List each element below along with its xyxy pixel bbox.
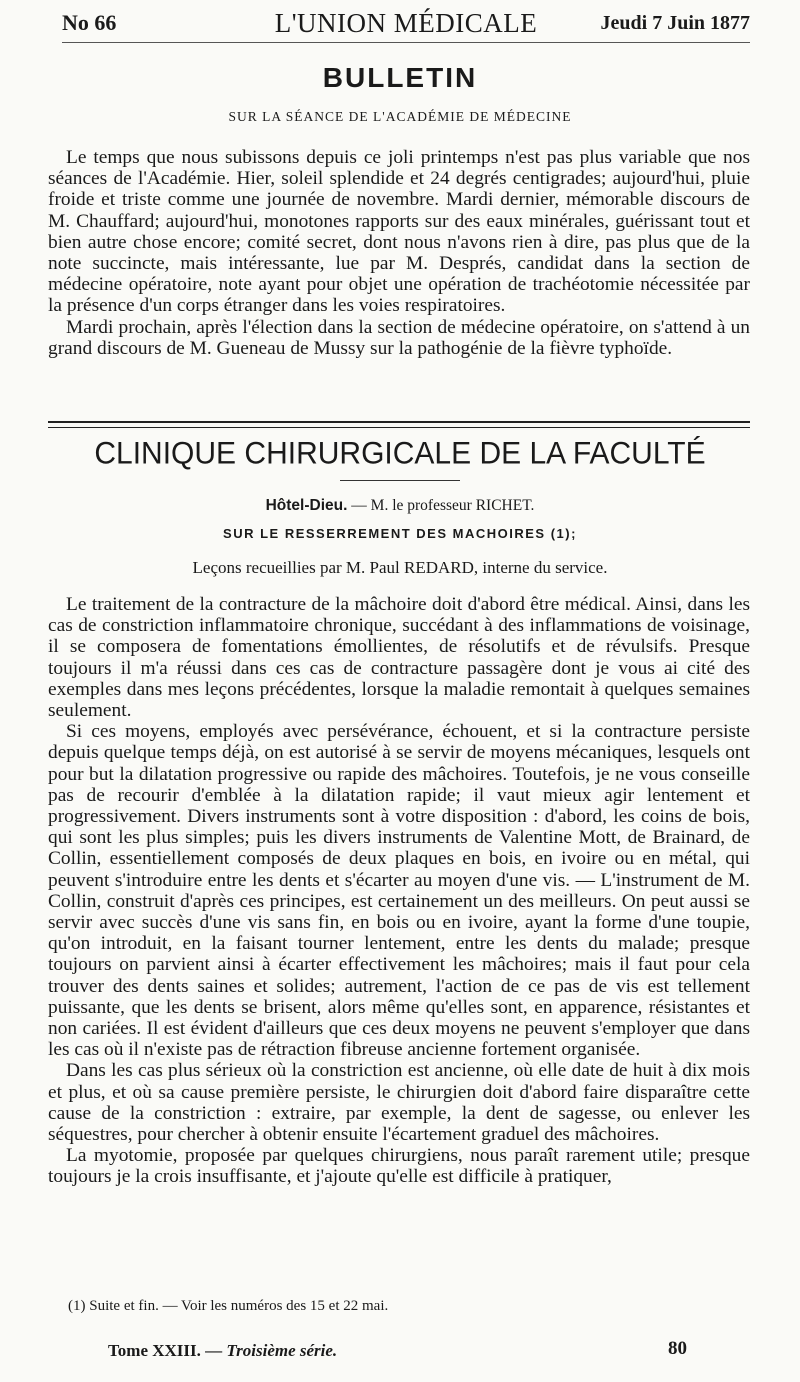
lecon-paragraph: La myotomie, proposée par quelques chirurgiens, nous paraît rarement utile; presque toujours je la crois insuffisante, et j'ajoute qu'elle est difficile à pratiquer, [48,1145,750,1188]
lecons-credit: Leçons recueillies par M. Paul REDARD, interne du service. [192,558,608,577]
title-underline [340,480,460,481]
footnote-marker: (1); [550,526,577,541]
lecon-paragraph: Si ces moyens, employés avec persévérance, échouent, et si la contracture persiste depuis quelque temps déjà, on est autorisé à se servir de moyens mécaniques, lesquels ont pour but la dilatation progressive ou rapide des mâchoires. Toutefois, je ne vous conseille pas de recourir d'emblée à la dilatation rapide; il vaut mieux agir lentement et progressivement. Divers instruments sont à votre disposition : d'abord, les coins de bois, qui sont les plus simples; puis les divers instruments de Valentine Mott, de Brainard, de Collin, essentiellement composés de deux plaques en bois, en ivoire ou en métal, qui peuvent s'introduire entre les dents et s'écarter au moyen d'une vis. — L'instrument de M. Collin, construit d'après ces principes, est certainement un des meilleurs. On peut aussi se servir avec succès d'une vis sans fin, en bois ou en ivoire, ayant la forme d'une toupie, qu'on introduit, en la faisant tourner lentement, entre les dents du malade; presque toujours on parvient ainsi à écarter effectivement les mâchoires; mais il faut pour cela trouver des dents saines et solides; autrement, l'action de ce pas de vis est tellement puissante, que les dents se brisent, alors même qu'elles sont, en apparence, résistantes et non cariées. Il est évident d'ailleurs que ces deux moyens ne peuvent s'employer que dans les cas où il n'existe pas de rétraction fibreuse ancienne fortement organisée. [48,721,750,1061]
footnote: (1) Suite et fin. — Voir les numéros des 15 et 22 mai. [68,1298,389,1314]
section-divider [48,421,750,423]
journal-title: L'UNION MÉDICALE [274,8,538,38]
lecon-paragraph: Le traitement de la contracture de la mâchoire doit d'abord être médical. Ainsi, dans les cas de constriction inflammatoire chronique, succédant à des inflammations de voisinage, il se composera de fomentations émollientes, de résolutifs et de révulsifs. Presque toujours il m'a réussi dans ces cas de contracture passagère dont je vous ai cité des exemples dans mes leçons précédentes, lorsque la maladie remontait à quelques semaines seulement. [48,594,750,722]
bulletin-body [48,147,750,359]
lecon-paragraph: Dans les cas plus sérieux où la constriction est ancienne, où elle date de huit à dix mois et plus, et où sa cause première persiste, le chirurgien doit d'abord faire disparaître cette cause de la constriction : extraire, par exemple, la dent de sagesse, ou enlever les séquestres, pour chercher à obtenir ensuite l'écartement graduel des mâchoires. [48,1060,750,1146]
bulletin-title: BULLETIN [322,62,478,93]
header-rule [62,42,750,43]
hotel-dieu-label: Hôtel-Dieu. [265,497,348,514]
issue-date: Jeudi 7 Juin 1877 [600,12,750,34]
clinique-title: CLINIQUE CHIRURGICALE DE LA FACULTÉ [94,436,706,471]
serie-label: Troisième série. [226,1341,338,1360]
issue-number: No 66 [62,10,117,35]
page-number: 80 [668,1338,687,1359]
hotel-dieu-line [0,497,800,515]
section-title: SUR LE RESSERREMENT DES MACHOIRES [223,526,546,541]
section-heading [0,526,800,541]
page-header [62,8,750,36]
bulletin-subtitle: SUR LA SÉANCE DE L'ACADÉMIE DE MÉDECINE [228,109,572,124]
tome-label: Tome XXIII. [108,1341,201,1360]
footer-tome: Tome XXIII. — Troisième série. [108,1341,338,1360]
section-divider-thin [48,427,750,428]
bulletin-paragraph: Le temps que nous subissons depuis ce joli printemps n'est pas plus variable que nos séances de l'Académie. Hier, soleil splendide et 24 degrés centigrades; aujourd'hui, pluie froide et triste comme une journée de novembre. Mardi dernier, mémorable discours de M. Chauffard; aujourd'hui, monotones rapports sur des eaux minérales, guérissant tout et bien autre chose encore; comité secret, dont nous n'avons rien à dire, pas plus que de la note succincte, mais intéressante, lue par M. Després, candidat dans la section de médecine opératoire, note ayant pour objet une opération de trachéotomie nécessitée par la présence d'un corps étranger dans les voies respiratoires. [48,147,750,317]
professor-label: — M. le professeur RICHET. [347,497,535,514]
bulletin-paragraph: Mardi prochain, après l'élection dans la section de médecine opératoire, on s'attend à un grand discours de M. Gueneau de Mussy sur la pathogénie de la fièvre typhoïde. [48,316,750,359]
lecon-body [48,594,750,1188]
